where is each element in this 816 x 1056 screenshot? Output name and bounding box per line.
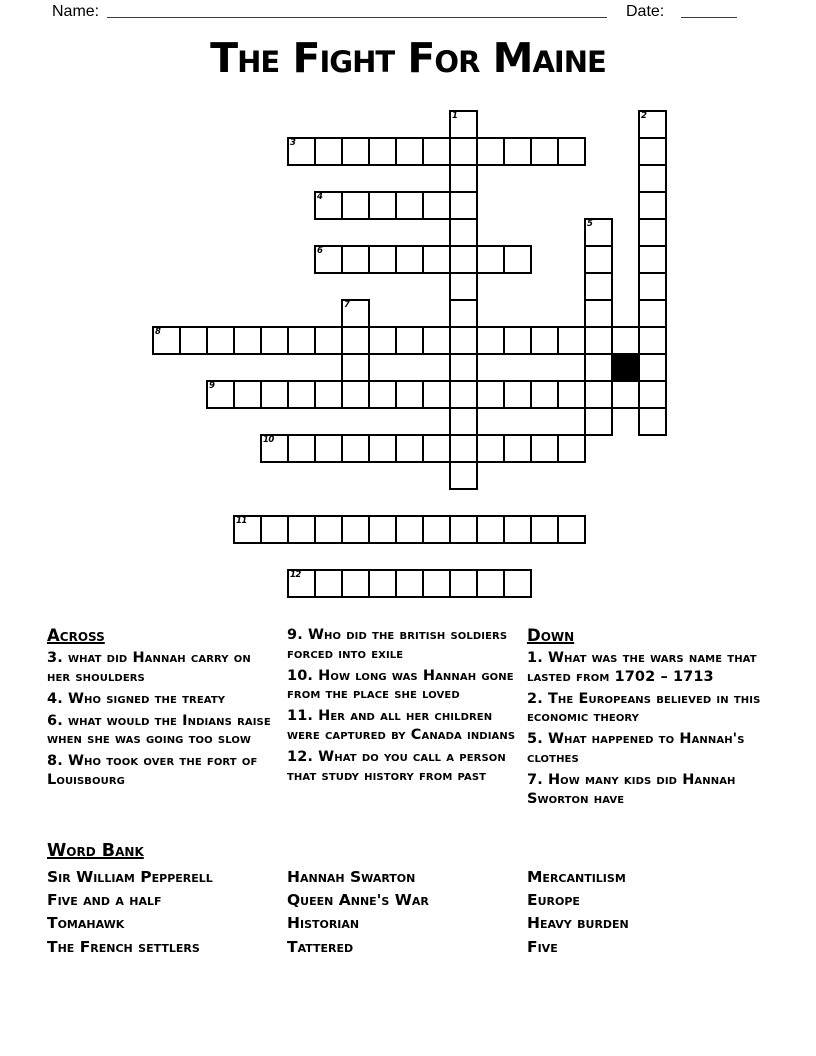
- grid-cell[interactable]: [395, 515, 424, 544]
- word-bank-item: The French settlers: [47, 937, 200, 956]
- grid-cell[interactable]: [422, 380, 451, 409]
- word-bank-item: Historian: [287, 914, 360, 933]
- grid-cell[interactable]: [395, 434, 424, 463]
- grid-cell[interactable]: [395, 137, 424, 166]
- grid-cell-black: [611, 353, 640, 382]
- grid-cell[interactable]: [206, 326, 235, 355]
- grid-cell[interactable]: [368, 515, 397, 544]
- clue-number: 4: [317, 192, 323, 202]
- date-input-line[interactable]: [681, 1, 737, 18]
- grid-cell[interactable]: [611, 326, 640, 355]
- grid-cell[interactable]: [422, 326, 451, 355]
- grid-cell[interactable]: [314, 137, 343, 166]
- grid-cell[interactable]: [638, 110, 667, 139]
- grid-cell[interactable]: [314, 191, 343, 220]
- grid-cell[interactable]: [530, 380, 559, 409]
- clue-down-1: 1. What was the wars name that lasted from 1702 – 1713: [527, 650, 757, 685]
- grid-cell[interactable]: [638, 245, 667, 274]
- grid-cell[interactable]: [476, 245, 505, 274]
- grid-cell[interactable]: [503, 515, 532, 544]
- grid-cell[interactable]: [584, 326, 613, 355]
- across-clues-column-1: [47, 626, 279, 793]
- word-bank-item: Sir William Pepperell: [47, 868, 213, 886]
- clue-number: 8: [155, 327, 161, 337]
- clue-down-2: 2. The Europeans believed in this economic theory: [527, 690, 761, 726]
- word-bank-column-1: [47, 866, 213, 959]
- grid-cell[interactable]: [503, 380, 532, 409]
- clue-number: 2: [641, 111, 647, 121]
- grid-cell[interactable]: [503, 137, 532, 166]
- word-bank-section: [47, 841, 792, 966]
- grid-cell[interactable]: [341, 137, 370, 166]
- word-bank-item: Tomahawk: [47, 914, 125, 933]
- grid-cell[interactable]: [638, 353, 667, 382]
- grid-cell[interactable]: [341, 299, 370, 328]
- grid-cell[interactable]: [260, 380, 289, 409]
- grid-cell[interactable]: [611, 380, 640, 409]
- grid-cell[interactable]: [557, 434, 586, 463]
- word-bank-column-3: [527, 866, 629, 959]
- grid-cell[interactable]: [260, 326, 289, 355]
- clue-across-4: 4. Who signed the treaty: [47, 690, 226, 707]
- grid-cell[interactable]: [260, 434, 289, 463]
- grid-cell[interactable]: [368, 380, 397, 409]
- grid-cell[interactable]: [233, 326, 262, 355]
- grid-cell[interactable]: [179, 326, 208, 355]
- grid-cell[interactable]: [638, 164, 667, 193]
- grid-cell[interactable]: [341, 434, 370, 463]
- clue-across-8: 8. Who took over the fort of Louisbourg: [47, 753, 258, 789]
- grid-cell[interactable]: [368, 191, 397, 220]
- clue-across-6: 6. what would the Indians raise when she was going too slow: [47, 712, 271, 748]
- grid-cell[interactable]: [584, 272, 613, 301]
- grid-cell[interactable]: [476, 326, 505, 355]
- clue-across-11: 11. Her and all her children were captured by Canada indians: [287, 708, 516, 743]
- grid-cell[interactable]: [395, 245, 424, 274]
- grid-cell[interactable]: [638, 191, 667, 220]
- grid-cell[interactable]: [422, 515, 451, 544]
- clue-number: 6: [317, 246, 323, 256]
- grid-cell[interactable]: [476, 569, 505, 598]
- word-bank-heading: Word Bank: [47, 841, 144, 861]
- grid-cell[interactable]: [449, 434, 478, 463]
- grid-cell[interactable]: [449, 353, 478, 382]
- crossword-grid: [152, 110, 667, 598]
- grid-cell[interactable]: [314, 569, 343, 598]
- grid-cell[interactable]: [449, 164, 478, 193]
- grid-cell[interactable]: [584, 218, 613, 247]
- grid-cell[interactable]: [341, 569, 370, 598]
- date-label: Date:: [626, 3, 665, 20]
- grid-cell[interactable]: [584, 380, 613, 409]
- grid-cell[interactable]: [206, 380, 235, 409]
- word-bank-item: Five: [527, 937, 558, 956]
- grid-cell[interactable]: [341, 191, 370, 220]
- grid-cell[interactable]: [287, 380, 316, 409]
- grid-cell[interactable]: [476, 380, 505, 409]
- down-clues-list: [527, 649, 777, 808]
- grid-cell[interactable]: [422, 245, 451, 274]
- grid-cell[interactable]: [449, 569, 478, 598]
- word-bank-columns: [47, 866, 792, 966]
- clue-number: 7: [344, 300, 350, 310]
- grid-cell[interactable]: [449, 245, 478, 274]
- grid-cell[interactable]: [233, 380, 262, 409]
- clue-number: 3: [290, 138, 296, 148]
- grid-cell[interactable]: [503, 569, 532, 598]
- grid-cell[interactable]: [368, 245, 397, 274]
- grid-cell[interactable]: [395, 326, 424, 355]
- grid-cell[interactable]: [341, 326, 370, 355]
- grid-cell[interactable]: [503, 245, 532, 274]
- grid-cell[interactable]: [557, 380, 586, 409]
- grid-cell[interactable]: [638, 299, 667, 328]
- grid-cell[interactable]: [449, 218, 478, 247]
- grid-cell[interactable]: [314, 434, 343, 463]
- word-bank-item: Hannah Swarton: [287, 868, 416, 886]
- grid-cell[interactable]: [395, 380, 424, 409]
- grid-cell[interactable]: [314, 515, 343, 544]
- grid-cell[interactable]: [395, 569, 424, 598]
- word-bank-item: Tattered: [287, 937, 354, 956]
- clue-across-10: 10. How long was Hannah gone from the place she loved: [287, 667, 514, 703]
- grid-cell[interactable]: [395, 191, 424, 220]
- grid-cell[interactable]: [557, 137, 586, 166]
- across-heading: Across: [47, 626, 105, 645]
- grid-cell[interactable]: [449, 110, 478, 139]
- across-clues-list-1: [47, 649, 279, 790]
- across-clues-column-2: [287, 626, 525, 789]
- clue-number: 1: [452, 111, 458, 121]
- word-bank-column-2: [287, 866, 429, 959]
- grid-cell[interactable]: [260, 515, 289, 544]
- grid-cell[interactable]: [557, 326, 586, 355]
- clue-number: 5: [587, 219, 593, 229]
- grid-cell[interactable]: [341, 245, 370, 274]
- grid-cell[interactable]: [341, 380, 370, 409]
- grid-cell[interactable]: [152, 326, 181, 355]
- grid-cell[interactable]: [530, 326, 559, 355]
- grid-cell[interactable]: [557, 515, 586, 544]
- grid-cell[interactable]: [530, 515, 559, 544]
- clue-across-12: 12. What do you call a person that study history from past: [287, 749, 506, 784]
- grid-cell[interactable]: [449, 272, 478, 301]
- grid-cell[interactable]: [449, 461, 478, 490]
- word-bank-item: Queen Anne's War: [287, 891, 429, 910]
- clue-number: 12: [290, 570, 301, 580]
- clue-across-3: 3. what did Hannah carry on her shoulders: [47, 650, 251, 685]
- clue-down-5: 5. What happened to Hannah's clothes: [527, 731, 745, 766]
- grid-cell[interactable]: [314, 380, 343, 409]
- down-heading: Down: [527, 626, 575, 645]
- grid-cell[interactable]: [341, 515, 370, 544]
- grid-cell[interactable]: [449, 326, 478, 355]
- page-title: The Fight For Maine: [210, 34, 606, 82]
- grid-cell[interactable]: [476, 515, 505, 544]
- clue-number: 10: [263, 435, 274, 445]
- grid-cell[interactable]: [449, 299, 478, 328]
- grid-cell[interactable]: [638, 137, 667, 166]
- clue-number: 9: [209, 381, 215, 391]
- word-bank-item: Heavy burden: [527, 914, 629, 933]
- clue-across-9: 9. Who did the british soldiers forced into exile: [287, 627, 508, 662]
- grid-cell[interactable]: [368, 326, 397, 355]
- grid-cell[interactable]: [638, 380, 667, 409]
- grid-cell[interactable]: [287, 137, 316, 166]
- grid-cell[interactable]: [233, 515, 262, 544]
- grid-cell[interactable]: [368, 137, 397, 166]
- grid-cell[interactable]: [503, 434, 532, 463]
- grid-cell[interactable]: [422, 191, 451, 220]
- grid-cell[interactable]: [314, 326, 343, 355]
- word-bank-item: Mercantilism: [527, 868, 626, 886]
- grid-cell[interactable]: [638, 218, 667, 247]
- grid-cell[interactable]: [287, 515, 316, 544]
- down-clues-column: [527, 626, 777, 812]
- word-bank-item: Europe: [527, 891, 580, 910]
- grid-cell[interactable]: [368, 569, 397, 598]
- grid-cell[interactable]: [449, 380, 478, 409]
- grid-cell[interactable]: [638, 407, 667, 436]
- grid-cell[interactable]: [287, 326, 316, 355]
- name-input-line[interactable]: [107, 1, 607, 18]
- clue-number: 11: [236, 516, 247, 526]
- name-label: Name:: [52, 3, 100, 20]
- grid-cell[interactable]: [287, 434, 316, 463]
- grid-cell[interactable]: [584, 245, 613, 274]
- grid-cell[interactable]: [584, 407, 613, 436]
- word-bank-item: Five and a half: [47, 891, 162, 910]
- grid-cell[interactable]: [449, 515, 478, 544]
- grid-cell[interactable]: [530, 137, 559, 166]
- clue-down-7: 7. How many kids did Hannah Sworton have: [527, 772, 736, 807]
- grid-cell[interactable]: [449, 407, 478, 436]
- grid-cell[interactable]: [530, 434, 559, 463]
- grid-cell[interactable]: [584, 353, 613, 382]
- grid-cell[interactable]: [476, 137, 505, 166]
- grid-cell[interactable]: [449, 191, 478, 220]
- grid-cell[interactable]: [638, 326, 667, 355]
- grid-cell[interactable]: [422, 569, 451, 598]
- grid-cell[interactable]: [638, 272, 667, 301]
- grid-cell[interactable]: [368, 434, 397, 463]
- grid-cell[interactable]: [584, 299, 613, 328]
- grid-cell[interactable]: [287, 569, 316, 598]
- grid-cell[interactable]: [503, 326, 532, 355]
- grid-cell[interactable]: [422, 434, 451, 463]
- grid-cell[interactable]: [476, 434, 505, 463]
- grid-cell[interactable]: [314, 245, 343, 274]
- grid-cell[interactable]: [341, 353, 370, 382]
- grid-cell[interactable]: [422, 137, 451, 166]
- grid-cell[interactable]: [449, 137, 478, 166]
